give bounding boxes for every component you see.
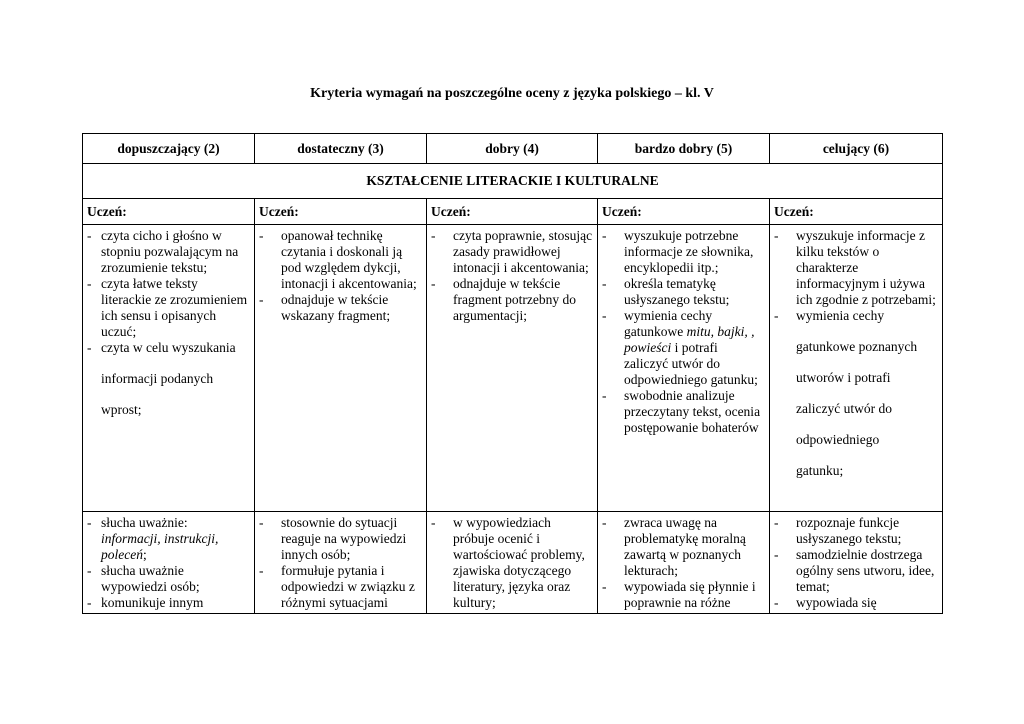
list-continuation: informacji podanych [101,371,214,386]
list-continuation: gatunku; [796,463,844,478]
list-continuation: zaliczyć utwór do [796,401,892,416]
list-item: - w wypowiedziach próbuje ocenić i wartościować problemy, zjawiska dotyczącego literatury, języka oraz kultury; [431,515,585,610]
list-continuation: odpowiedniego [796,432,880,447]
cell-grade-4 [427,225,598,512]
column-header: celujący (6) [770,134,943,164]
column-header: dostateczny (3) [255,134,427,164]
uczen-label: Uczeń: [770,199,943,225]
list-item: - wypowiada się [774,595,877,610]
section-row [83,164,943,199]
uczen-label: Uczeń: [427,199,598,225]
section-title: KSZTAŁCENIE LITERACKIE I KULTURALNE [83,164,943,199]
cell-grade-6 [770,512,943,614]
uczen-label: Uczeń: [83,199,255,225]
document-title: Kryteria wymagań na poszczególne oceny z języka polskiego – kl. V [310,86,714,101]
cell-grade-6 [770,225,943,512]
list-item: - odnajduje w tekście wskazany fragment; [259,292,391,323]
list-item: - wyszukuje potrzebne informacje ze słownika, encyklopedii itp.; [602,228,754,275]
list-item: - rozpoznaje funkcje usłyszanego tekstu; [774,515,902,546]
list-item: - czyta łatwe teksty literackie ze zrozumieniem ich sensu i opisanych uczuć; [87,276,248,339]
cell-grade-2 [83,512,255,614]
list-item: - wymienia cechy [774,308,885,323]
list-continuation: wprost; [101,402,142,417]
list-item: - słucha uważnie: informacji, instrukcji, poleceń; [87,515,219,562]
reading-skills-row [83,225,943,512]
uczen-label: Uczeń: [598,199,770,225]
list-item: - wyszukuje informacje z kilku tekstów o charakterze informacyjnym i używa ich zgodnie z potrzebami; [774,228,936,307]
cell-grade-4 [427,512,598,614]
criteria-table [82,133,943,614]
cell-grade-3 [255,225,427,512]
listening-skills-row [83,512,943,614]
column-header: dopuszczający (2) [83,134,255,164]
column-header: dobry (4) [427,134,598,164]
list-item: - czyta poprawnie, stosując zasady prawidłowej intonacji i akcentowania; [431,228,593,275]
cell-grade-2 [83,225,255,512]
list-item: - swobodnie analizuje przeczytany tekst, ocenia postępowanie bohaterów [602,388,761,435]
list-item: - czyta w celu wyszukania [87,340,236,355]
cell-grade-3 [255,512,427,614]
list-item: - czyta cicho i głośno w stopniu pozwalającym na zrozumienie tekstu; [87,228,239,275]
list-item: - wypowiada się płynnie i poprawnie na różne [602,579,756,610]
column-header: bardzo dobry (5) [598,134,770,164]
uczen-row [83,199,943,225]
list-item: - komunikuje innym [87,595,204,610]
list-item: - określa tematykę usłyszanego tekstu; [602,276,730,307]
list-item: - opanował technikę czytania i doskonali ją pod względem dykcji, intonacji i akcentowania; [259,228,417,291]
list-item: - odnajduje w tekście fragment potrzebny do argumentacji; [431,276,576,323]
grade-header-row [83,134,943,164]
list-continuation: gatunkowe poznanych [796,339,918,354]
cell-grade-5 [598,225,770,512]
list-item: - samodzielnie dostrzega ogólny sens utworu, idee, temat; [774,547,935,594]
cell-grade-5 [598,512,770,614]
list-item: - stosownie do sytuacji reaguje na wypowiedzi innych osób; [259,515,407,562]
list-item: - formułuje pytania i odpowiedzi w związku z różnymi sytuacjami [259,563,415,610]
list-item: - słucha uważnie wypowiedzi osób; [87,563,200,594]
list-item: - zwraca uwagę na problematykę moralną zawartą w poznanych lekturach; [602,515,746,578]
uczen-label: Uczeń: [255,199,427,225]
list-item: - wymienia cechy gatunkowe mitu, bajki, , powieści i potrafi zaliczyć utwór do odpowiedniego gatunku; [602,308,758,387]
list-continuation: utworów i potrafi [796,370,891,385]
